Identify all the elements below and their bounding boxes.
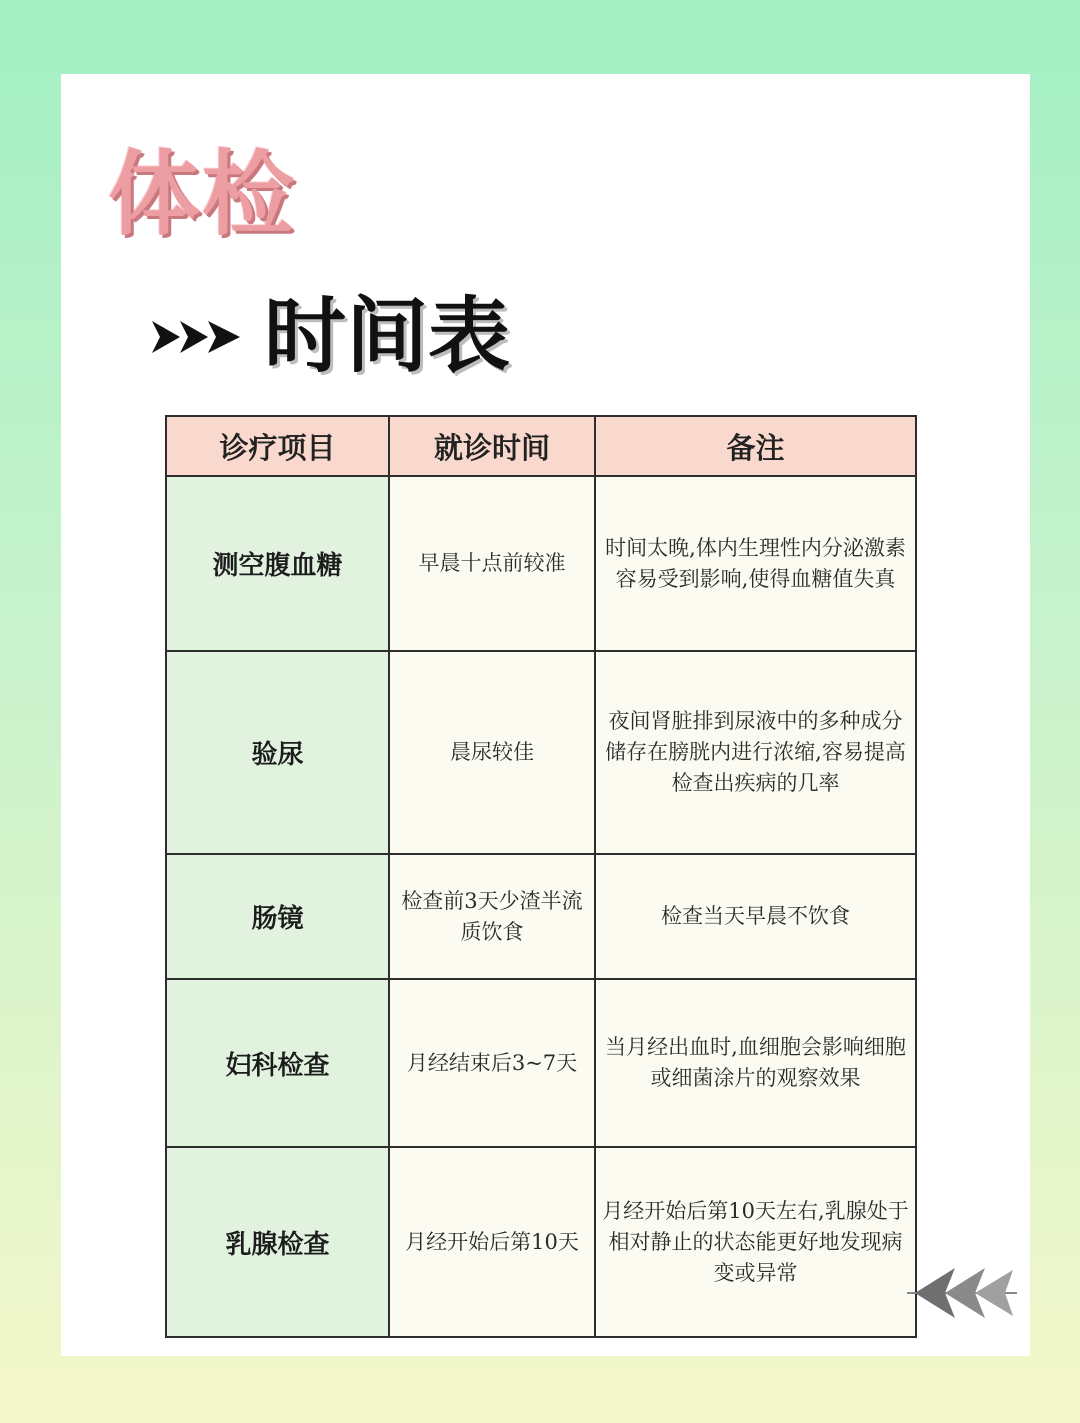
row-note: 月经开始后第10天左右,乳腺处于相对静止的状态能更好地发现病变或异常 — [595, 1147, 916, 1337]
row-note: 当月经出血时,血细胞会影响细胞或细菌涂片的观察效果 — [595, 979, 916, 1147]
table-row — [166, 854, 916, 979]
row-item: 乳腺检查 — [166, 1147, 389, 1337]
row-item: 肠镜 — [166, 854, 389, 979]
triple-left-arrow-icon — [905, 1262, 1020, 1324]
table-row — [166, 979, 916, 1147]
row-time: 晨尿较佳 — [389, 651, 595, 854]
header-time: 就诊时间 — [389, 416, 595, 476]
table-row — [166, 1147, 916, 1337]
row-time: 月经结束后3~7天 — [389, 979, 595, 1147]
row-note: 时间太晚,体内生理性内分泌激素容易受到影响,使得血糖值失真 — [595, 476, 916, 651]
table-row — [166, 476, 916, 651]
page-subtitle: 时间表 — [264, 289, 511, 384]
table-header-row — [166, 416, 916, 476]
triple-right-arrow-icon — [150, 317, 242, 357]
subtitle-row — [150, 282, 510, 392]
row-note: 夜间肾脏排到尿液中的多种成分储存在膀胱内进行浓缩,容易提高检查出疾病的几率 — [595, 651, 916, 854]
row-note: 检查当天早晨不饮食 — [595, 854, 916, 979]
row-item: 验尿 — [166, 651, 389, 854]
table-row — [166, 651, 916, 854]
row-time: 检查前3天少渣半流质饮食 — [389, 854, 595, 979]
row-time: 早晨十点前较准 — [389, 476, 595, 651]
row-time: 月经开始后第10天 — [389, 1147, 595, 1337]
header-note: 备注 — [595, 416, 916, 476]
row-item: 妇科检查 — [166, 979, 389, 1147]
header-item: 诊疗项目 — [166, 416, 389, 476]
page-title: 体检 — [108, 141, 297, 248]
exam-schedule-table — [165, 415, 917, 1338]
row-item: 测空腹血糖 — [166, 476, 389, 651]
